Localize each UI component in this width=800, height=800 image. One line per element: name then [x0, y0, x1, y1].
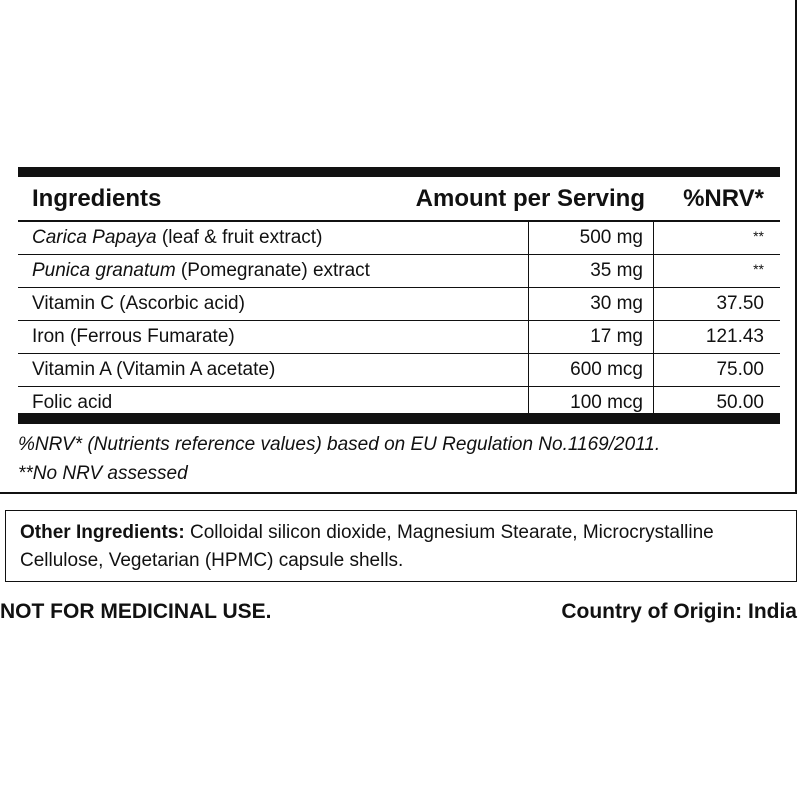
ingredient-cell: Vitamin A (Vitamin A acetate) — [32, 359, 276, 380]
ingredient-cell: Folic acid — [32, 392, 113, 413]
header-amount-per-serving: Amount per Serving — [415, 185, 645, 212]
medicinal-use-warning: NOT FOR MEDICINAL USE. — [0, 600, 272, 623]
amount-cell: 30 mg — [590, 293, 643, 314]
nrv-cell: ** — [753, 228, 764, 244]
nrv-cell: 50.00 — [716, 392, 764, 413]
table-bottom-bar — [18, 413, 780, 424]
ingredient-cell: Carica Papaya (leaf & fruit extract) — [32, 227, 323, 248]
nrv-cell: 37.50 — [716, 293, 764, 314]
header-nrv: %NRV* — [683, 185, 764, 212]
nrv-footnote: %NRV* (Nutrients reference values) based on EU Regulation No.1169/2011. — [18, 434, 661, 455]
table-top-bar — [18, 167, 780, 177]
table-row — [18, 354, 780, 387]
ingredient-cell: Vitamin C (Ascorbic acid) — [32, 293, 245, 314]
amount-cell: 100 mcg — [570, 392, 643, 413]
amount-cell: 17 mg — [590, 326, 643, 347]
table-row — [18, 222, 780, 255]
nrv-cell: 75.00 — [716, 359, 764, 380]
ingredient-cell: Iron (Ferrous Fumarate) — [32, 326, 235, 347]
amount-cell: 500 mg — [579, 227, 643, 248]
amount-cell: 600 mcg — [570, 359, 643, 380]
table-row — [18, 255, 780, 288]
table-header-row — [18, 177, 780, 222]
table-row — [18, 288, 780, 321]
footnotes — [18, 430, 660, 488]
country-of-origin: Country of Origin: India — [561, 600, 797, 623]
no-nrv-footnote: **No NRV assessed — [18, 463, 188, 484]
amount-cell: 35 mg — [590, 260, 643, 281]
nrv-cell: 121.43 — [705, 326, 764, 347]
table-row — [18, 321, 780, 354]
other-ingredients-box — [5, 510, 797, 582]
nrv-cell: ** — [753, 261, 764, 277]
other-ingredients-label: Other Ingredients: — [20, 522, 185, 543]
other-ingredients-text: Colloidal silicon dioxide, Magnesium Stearate, Microcrystalline Cellulose, Vegetarian (HPMC) capsule shells. — [20, 522, 714, 571]
header-ingredients: Ingredients — [32, 185, 162, 212]
ingredient-cell: Punica granatum (Pomegranate) extract — [32, 260, 370, 281]
ingredients-table-body — [18, 222, 780, 419]
